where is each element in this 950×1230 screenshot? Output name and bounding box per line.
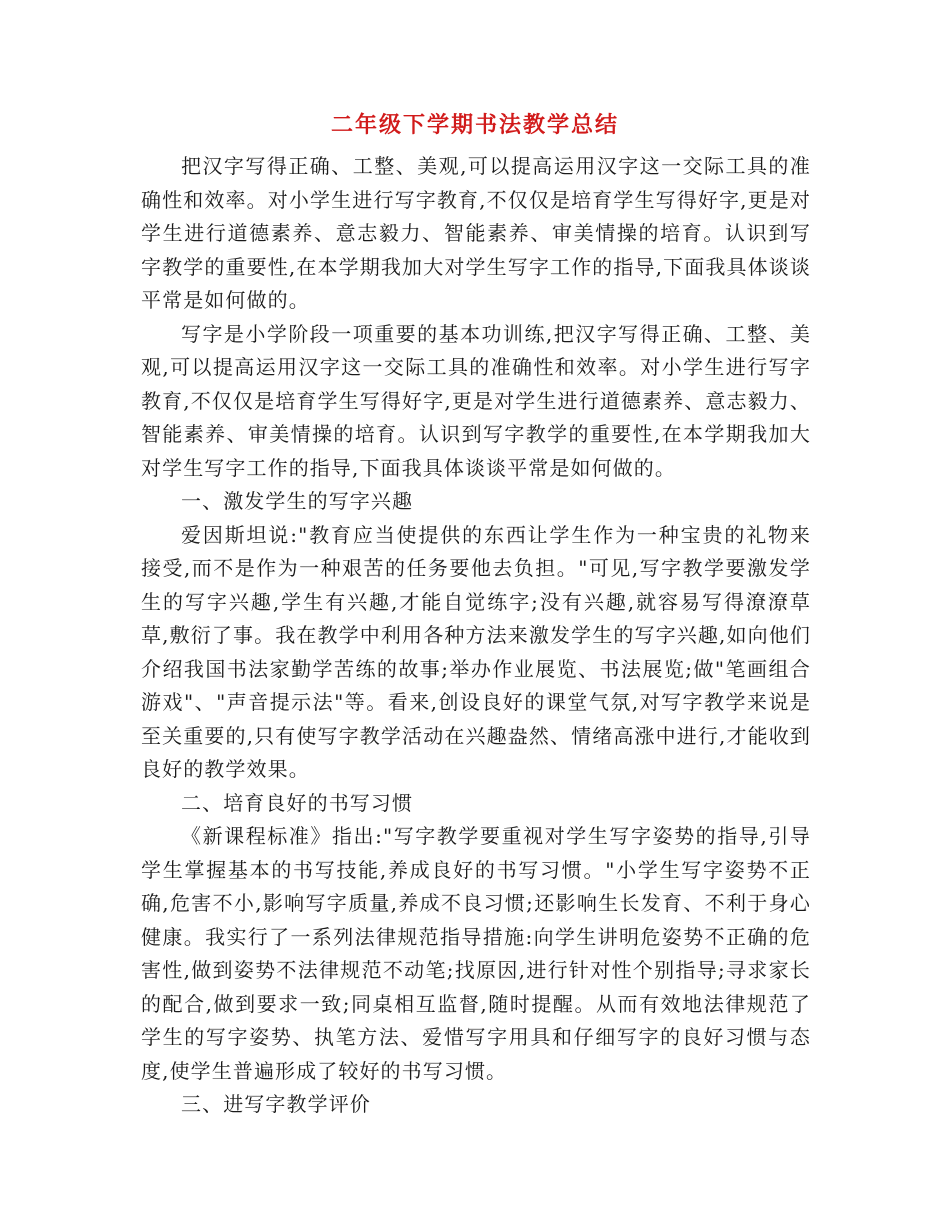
document-body <box>141 150 811 1122</box>
paragraph-interest: 爱因斯坦说:"教育应当使提供的东西让学生作为一种宝贵的礼物来接受,而不是作为一种艰苦的任务要他去负担。"可见,写字教学要激发学生的写字兴趣,学生有兴趣,才能自觉练字;没有兴趣,就容易写得潦潦草草,敷衍了事。我在教学中利用各种方法来激发学生的写字兴趣,如向他们介绍我国书法家勤学苦练的故事;举办作业展览、书法展览;做"笔画组合游戏"、"声音提示法"等。看来,创设良好的课堂气氛,对写字教学来说是至关重要的,只有使写字教学活动在兴趣盎然、情绪高涨中进行,才能收到良好的教学效果。 <box>141 522 811 781</box>
section-heading-2: 二、培育良好的书写习惯 <box>181 790 414 815</box>
paragraph-intro: 把汉字写得正确、工整、美观,可以提高运用汉字这一交际工具的准确性和效率。对小学生进行写字教育,不仅仅是培育学生写得好字,更是对学生进行道德素养、意志毅力、智能素养、审美情操的培育。认识到写字教学的重要性,在本学期我加大对学生写字工作的指导,下面我具体谈谈平常是如何做的。 <box>141 154 811 312</box>
paragraph-habits: 《新课程标准》指出:"写字教学要重视对学生写字姿势的指导,引导学生掌握基本的书写技能,养成良好的书写习惯。"小学生写字姿势不正确,危害不小,影响写字质量,养成不良习惯;还影响生长发育、不利于身心健康。我实行了一系列法律规范指导措施:向学生讲明危姿势不正确的危害性,做到姿势不法律规范不动笔;找原因,进行针对性个别指导;寻求家长的配合,做到要求一致;同桌相互监督,随时提醒。从而有效地法律规范了学生的写字姿势、执笔方法、爱惜写字用具和仔细写字的良好习惯与态度,使学生普遍形成了较好的书写习惯。 <box>141 824 811 1083</box>
section-heading-1: 一、激发学生的写字兴趣 <box>181 489 414 513</box>
document-title: 二年级下学期书法教学总结 <box>330 113 619 138</box>
paragraph-writing-basics: 写字是小学阶段一项重要的基本功训练,把汉字写得正确、工整、美观,可以提高运用汉字这一交际工具的准确性和效率。对小学生进行写字教育,不仅仅是培育学生写得好字,更是对学生进行道德素养、意志毅力、智能素养、审美情操的培育。认识到写字教学的重要性,在本学期我加大对学生写字工作的指导,下面我具体谈谈平常是如何做的。 <box>141 321 811 480</box>
section-heading-3: 三、进写字教学评价 <box>181 1092 371 1116</box>
